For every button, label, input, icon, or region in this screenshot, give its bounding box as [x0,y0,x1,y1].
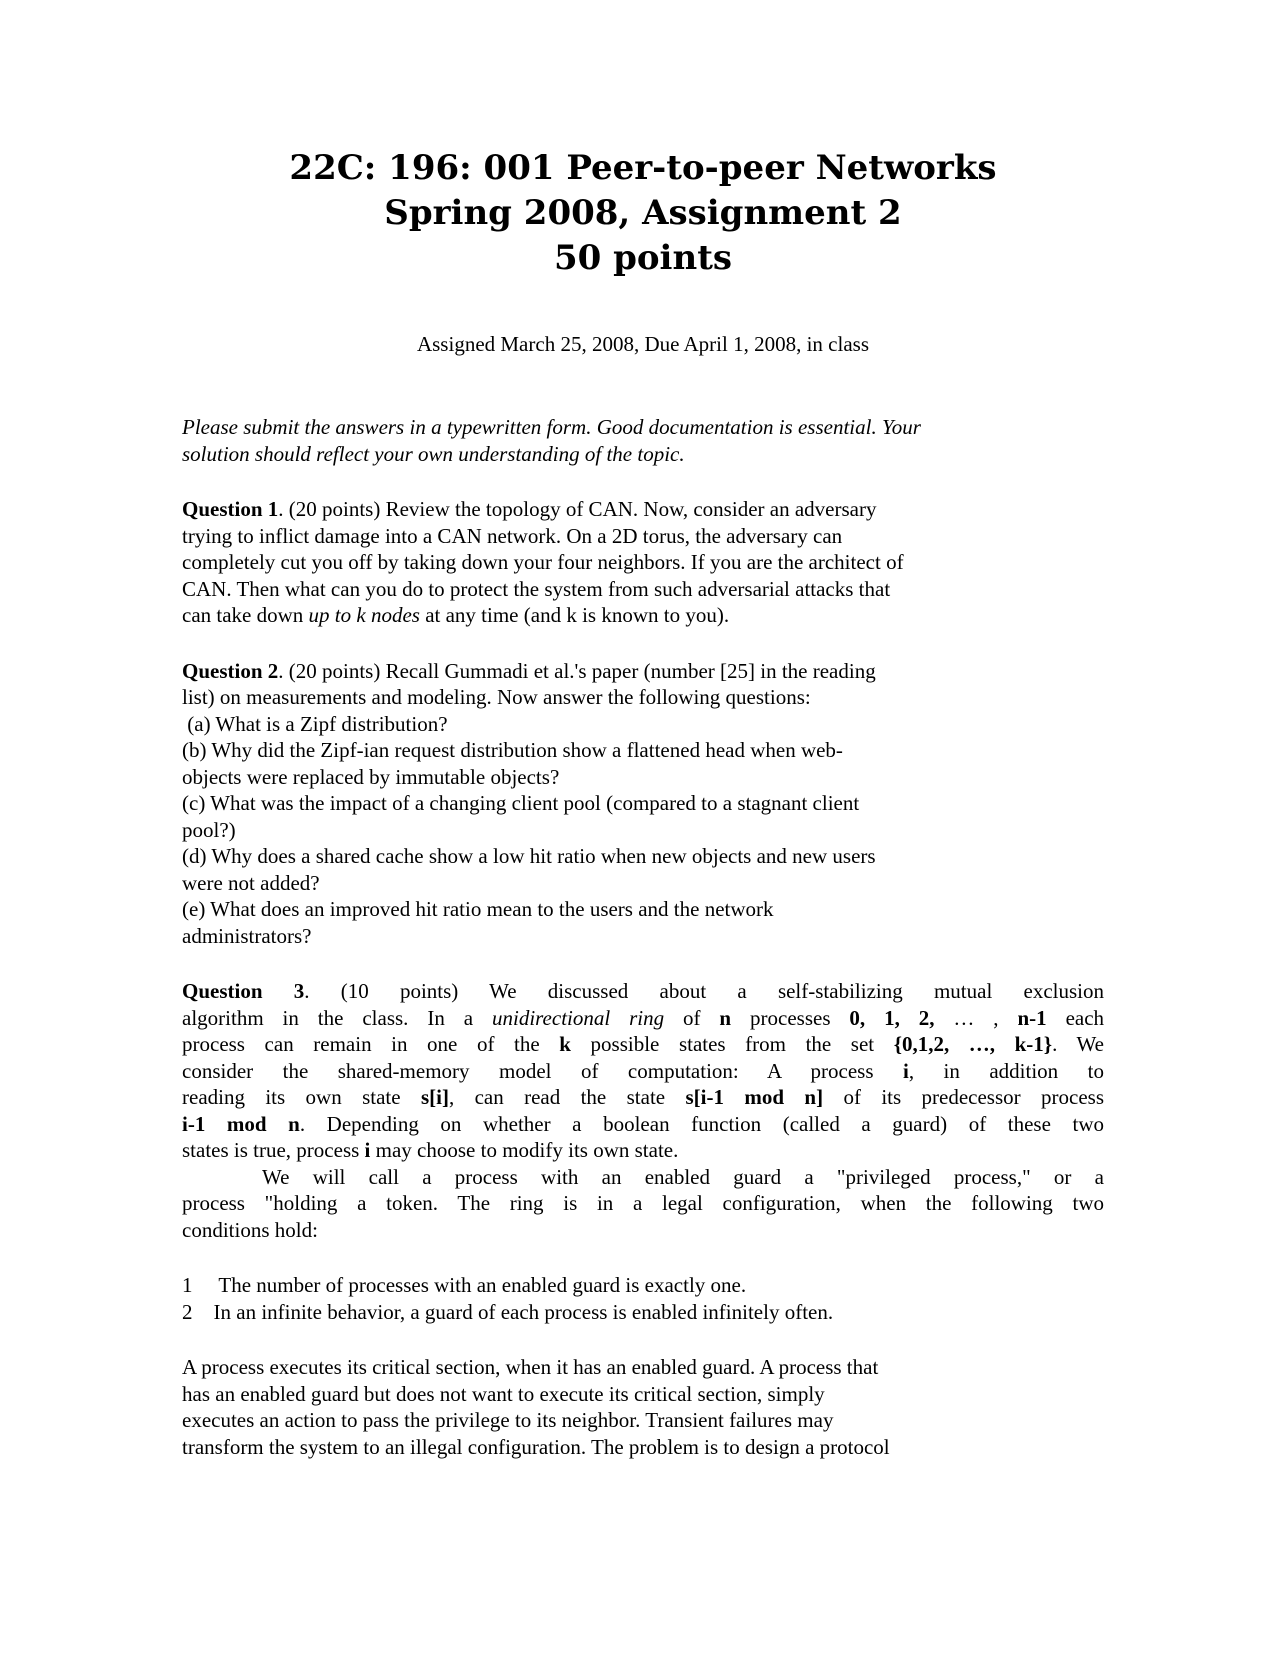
text-run: processes [731,1005,850,1030]
text-run: . We [1052,1032,1104,1056]
text-run: objects were replaced by immutable objects? [182,764,560,789]
text-run: , in addition to [908,1058,1104,1083]
text-line [182,1272,1104,1299]
text-line [182,549,1104,576]
text-run: 1 The number of processes with an enabled guard is exactly one. [182,1273,747,1297]
text-run: k [559,1032,571,1056]
question-3 [182,978,1104,1243]
text-line [182,1190,1104,1217]
text-line [182,658,1104,685]
text-line [182,923,1104,950]
text-run: of [664,1005,720,1030]
text-run: . Depending on whether a boolean function (called a guard) of these two [299,1111,1104,1136]
text-line [182,1137,1104,1164]
closing-paragraph [182,1354,1104,1460]
text-run: i [902,1058,909,1083]
text-run: s[i] [420,1085,449,1109]
text-line [182,1058,1104,1085]
text-line [182,496,1104,523]
text-line [182,1434,1104,1461]
text-run: has an enabled guard but does not want to execute its critical section, simply [182,1381,825,1406]
text-run: can take down [182,603,309,627]
text-run: 2 In an infinite behavior, a guard of each process is enabled infinitely often. [182,1299,834,1324]
text-run: conditions hold: [182,1217,318,1242]
text-run: reading its own state [182,1085,421,1109]
text-run: We will call a process with an enabled guard a "privileged process," or a [262,1164,1104,1189]
text-line [182,1111,1104,1138]
text-run: Question 2 [182,658,279,683]
text-run: may choose to modify its own state. [370,1138,679,1162]
text-line [182,896,1104,923]
text-line [182,737,1104,764]
question-2 [182,658,1104,950]
text-line [182,441,1104,468]
text-line [182,1164,1104,1191]
text-line [182,843,1104,870]
text-line [182,790,1104,817]
question-1 [182,496,1104,629]
text-run: A process executes its critical section, when it has an enabled guard. A process that [182,1355,879,1379]
text-line [182,978,1104,1005]
text-run: n-1 [1017,1005,1047,1030]
text-line [182,414,1104,441]
text-run: transform the system to an illegal configuration. The problem is to design a protocol [182,1434,890,1459]
text-line [182,1299,1104,1326]
text-run: were not added? [182,870,320,895]
text-line [182,576,1104,603]
text-line [182,1217,1104,1244]
text-run: solution should reflect your own understanding of the topic. [182,441,685,466]
text-line [182,1381,1104,1408]
text-line [182,1084,1104,1111]
text-run: (b) Why did the Zipf-ian request distribution show a flattened head when web- [182,738,843,762]
text-line [182,1354,1104,1381]
text-run: up to k nodes [308,603,420,627]
text-run: pool?) [182,817,236,842]
text-run: algorithm in the class. In a [182,1005,492,1030]
text-line [182,870,1104,897]
text-run: each [1046,1005,1105,1030]
text-run: (a) What is a Zipf distribution? [182,711,448,736]
assigned-date-line: Assigned March 25, 2008, Due April 1, 2008, in class [416,332,870,356]
text-run: (d) Why does a shared cache show a low hit ratio when new objects and new users [182,844,876,868]
text-line [182,602,1104,629]
text-line [182,1031,1104,1058]
text-run: {0,1,2, …, k-1} [893,1032,1053,1056]
text-run: trying to inflict damage into a CAN network. On a 2D torus, the adversary can [182,523,843,548]
text-run: administrators? [182,923,312,948]
title-line-points: 50 points [553,238,733,278]
text-run: at any time (and k is known to you). [419,603,730,627]
text-run: unidirectional ring [491,1005,665,1030]
text-run: i-1 mod n [182,1111,300,1136]
text-run: CAN. Then what can you do to protect the system from such adversarial attacks that [182,576,891,601]
text-run: completely cut you off by taking down your four neighbors. If you are the architect of [182,550,904,574]
text-run: (e) What does an improved hit ratio mean to the users and the network [182,897,774,921]
text-run: possible states from the set [570,1032,894,1056]
text-run: 0, 1, 2, [849,1005,935,1030]
text-run: … , [934,1005,1018,1030]
text-line [182,684,1104,711]
title-line-term: Spring 2008, Assignment 2 [384,193,902,233]
text-line [182,817,1104,844]
text-run: , can read the state [448,1085,686,1109]
text-run: process can remain in one of the [182,1032,560,1056]
text-run: Question 3 [182,979,305,1003]
text-line [182,1407,1104,1434]
text-line [182,711,1104,738]
text-run: Please submit the answers in a typewritten form. Good documentation is essential. Your [182,415,921,439]
text-run: (c) What was the impact of a changing client pool (compared to a stagnant client [182,791,860,815]
conditions-list [182,1272,1104,1325]
text-run: executes an action to pass the privilege to its neighbor. Transient failures may [182,1408,834,1432]
text-run: states is true, process [182,1138,365,1162]
title-line-course: 22C: 196: 001 Peer-to-peer Networks [289,148,997,188]
text-run: . (20 points) Review the topology of CAN. Now, consider an adversary [278,497,877,521]
text-run: list) on measurements and modeling. Now answer the following questions: [182,685,811,709]
document-title [182,146,1104,281]
text-run: n [719,1005,732,1030]
text-run: . (20 points) Recall Gummadi et al.'s paper (number [25] in the reading [278,658,876,683]
intro-note [182,414,1104,467]
text-line [182,523,1104,550]
text-run: i [364,1138,371,1162]
text-run: consider the shared-memory model of computation: A process [182,1058,903,1083]
document-content [182,146,1104,1460]
text-line [182,764,1104,791]
text-run: of its predecessor process [823,1085,1104,1109]
text-run: . (10 points) We discussed about a self-stabilizing mutual exclusion [304,979,1104,1003]
text-line [182,1005,1104,1032]
text-run: Question 1 [182,497,279,521]
text-run: s[i-1 mod n] [685,1085,824,1109]
text-run: process "holding a token. The ring is in a legal configuration, when the following two [182,1191,1104,1215]
document-blocks [182,414,1104,1460]
